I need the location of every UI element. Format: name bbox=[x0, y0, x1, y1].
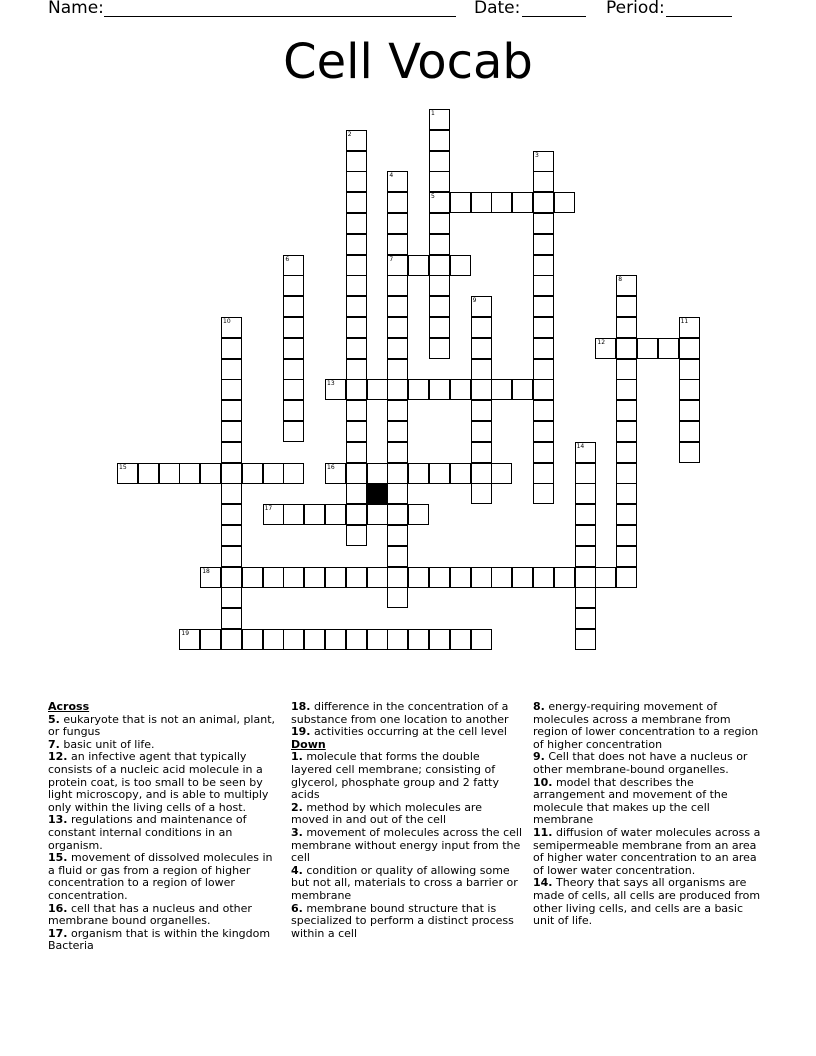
crossword-cell[interactable] bbox=[221, 400, 242, 421]
crossword-cell[interactable] bbox=[429, 109, 450, 130]
clue-across-7: 7. basic unit of life. bbox=[48, 737, 155, 751]
crossword-cell[interactable] bbox=[533, 567, 554, 588]
crossword-cell[interactable] bbox=[408, 504, 429, 525]
crossword-cell[interactable] bbox=[429, 192, 450, 213]
clue-across-18: 18. difference in the concentration of a substance from one location to another bbox=[291, 700, 509, 726]
crossword-cell[interactable] bbox=[471, 379, 492, 400]
clue-across-5: 5. eukaryote that is not an animal, plant, or fungus bbox=[48, 712, 276, 739]
crossword-cell[interactable] bbox=[263, 463, 284, 484]
crossword-cell[interactable] bbox=[491, 463, 512, 484]
crossword-cell[interactable] bbox=[450, 629, 471, 650]
crossword-cell[interactable] bbox=[387, 296, 408, 317]
crossword-cell[interactable] bbox=[533, 317, 554, 338]
period-label: Period: bbox=[606, 0, 665, 18]
crossword-cell[interactable] bbox=[283, 359, 304, 380]
crossword-cell[interactable] bbox=[325, 567, 346, 588]
crossword-cell[interactable] bbox=[346, 130, 367, 151]
cell-number: 11 bbox=[680, 318, 689, 325]
cell-number: 8 bbox=[618, 276, 623, 284]
crossword-cell[interactable] bbox=[242, 629, 263, 650]
crossword-cell[interactable] bbox=[575, 629, 596, 650]
crossword-cell[interactable] bbox=[221, 629, 242, 650]
crossword-cell[interactable] bbox=[575, 546, 596, 567]
crossword-cell[interactable] bbox=[346, 421, 367, 442]
crossword-cell[interactable] bbox=[429, 317, 450, 338]
crossword-block-cell bbox=[367, 483, 388, 504]
crossword-cell[interactable] bbox=[283, 296, 304, 317]
crossword-cell[interactable] bbox=[616, 525, 637, 546]
crossword-cell[interactable] bbox=[263, 504, 284, 525]
crossword-cell[interactable] bbox=[179, 629, 200, 650]
crossword-cell[interactable] bbox=[387, 400, 408, 421]
crossword-cell[interactable] bbox=[367, 567, 388, 588]
crossword-cell[interactable] bbox=[221, 379, 242, 400]
crossword-cell[interactable] bbox=[283, 379, 304, 400]
crossword-cell[interactable] bbox=[263, 567, 284, 588]
crossword-cell[interactable] bbox=[471, 567, 492, 588]
crossword-cell[interactable] bbox=[346, 629, 367, 650]
crossword-cell[interactable] bbox=[679, 338, 700, 359]
crossword-cell[interactable] bbox=[283, 400, 304, 421]
crossword-cell[interactable] bbox=[471, 629, 492, 650]
crossword-cell[interactable] bbox=[283, 255, 304, 276]
crossword-cell[interactable] bbox=[408, 255, 429, 276]
crossword-cell[interactable] bbox=[595, 338, 616, 359]
crossword-cell[interactable] bbox=[117, 463, 138, 484]
crossword-cell[interactable] bbox=[325, 629, 346, 650]
crossword-cell[interactable] bbox=[283, 338, 304, 359]
clue-column-2 bbox=[291, 701, 523, 940]
cell-number: 14 bbox=[576, 442, 585, 450]
crossword-cell[interactable] bbox=[679, 379, 700, 400]
crossword-cell[interactable] bbox=[679, 442, 700, 463]
crossword-cell[interactable] bbox=[471, 442, 492, 463]
crossword-cell[interactable] bbox=[533, 483, 554, 504]
crossword-cell[interactable] bbox=[325, 379, 346, 400]
crossword-cell[interactable] bbox=[387, 275, 408, 296]
down-heading: Down bbox=[291, 737, 326, 751]
crossword-cell[interactable] bbox=[429, 567, 450, 588]
crossword-cell[interactable] bbox=[471, 359, 492, 380]
cell-number: 3 bbox=[535, 151, 539, 159]
crossword-cell[interactable] bbox=[367, 629, 388, 650]
crossword-cell[interactable] bbox=[429, 171, 450, 192]
crossword-cell[interactable] bbox=[283, 275, 304, 296]
crossword-cell[interactable] bbox=[304, 504, 325, 525]
clue-down-4: 4. condition or quality of allowing some but not all, materials to cross a barrier or membrane bbox=[291, 863, 518, 902]
crossword-cell[interactable] bbox=[304, 629, 325, 650]
crossword-cell[interactable] bbox=[346, 567, 367, 588]
name-label: Name: bbox=[48, 0, 104, 18]
clue-down-10: 10. model that describes the arrangement and movement of the molecule that makes up the cell membrane bbox=[533, 775, 728, 827]
crossword-cell[interactable] bbox=[575, 567, 596, 588]
crossword-cell[interactable] bbox=[616, 567, 637, 588]
crossword-cell[interactable] bbox=[346, 338, 367, 359]
crossword-cell[interactable] bbox=[679, 400, 700, 421]
crossword-cell[interactable] bbox=[346, 213, 367, 234]
crossword-cell[interactable] bbox=[429, 629, 450, 650]
crossword-cell[interactable] bbox=[200, 463, 221, 484]
crossword-cell[interactable] bbox=[138, 463, 159, 484]
crossword-cell[interactable] bbox=[346, 504, 367, 525]
crossword-cell[interactable] bbox=[616, 483, 637, 504]
crossword-cell[interactable] bbox=[346, 275, 367, 296]
crossword-cell[interactable] bbox=[533, 421, 554, 442]
crossword-cell[interactable] bbox=[387, 379, 408, 400]
crossword-cell[interactable] bbox=[616, 504, 637, 525]
crossword-cell[interactable] bbox=[512, 379, 533, 400]
crossword-cell[interactable] bbox=[450, 379, 471, 400]
crossword-cell[interactable] bbox=[637, 338, 658, 359]
crossword-cell[interactable] bbox=[429, 463, 450, 484]
crossword-cell[interactable] bbox=[346, 525, 367, 546]
crossword-cell[interactable] bbox=[616, 275, 637, 296]
cell-number: 10 bbox=[223, 318, 231, 325]
crossword-cell[interactable] bbox=[429, 151, 450, 172]
crossword-cell[interactable] bbox=[429, 213, 450, 234]
crossword-cell[interactable] bbox=[616, 296, 637, 317]
crossword-cell[interactable] bbox=[221, 483, 242, 504]
crossword-cell[interactable] bbox=[346, 400, 367, 421]
clue-down-11: 11. diffusion of water molecules across a semipermeable membrane from an area of higher water concentration to an area of lower water concentration. bbox=[533, 825, 761, 877]
crossword-cell[interactable] bbox=[387, 587, 408, 608]
crossword-cell[interactable] bbox=[429, 296, 450, 317]
page-title: Cell Vocab bbox=[283, 34, 533, 90]
clue-across-16: 16. cell that has a nucleus and other membrane bound organelles. bbox=[48, 901, 252, 928]
crossword-cell[interactable] bbox=[200, 567, 221, 588]
crossword-cell[interactable] bbox=[429, 275, 450, 296]
crossword-cell[interactable] bbox=[283, 567, 304, 588]
crossword-cell[interactable] bbox=[408, 567, 429, 588]
crossword-cell[interactable] bbox=[283, 463, 304, 484]
crossword-cell[interactable] bbox=[575, 504, 596, 525]
clue-down-8: 8. energy-requiring movement of molecules across a membrane from region of lower concentration to a region of higher concentration bbox=[533, 700, 759, 751]
crossword-cell[interactable] bbox=[471, 338, 492, 359]
clue-across-17: 17. organism that is within the kingdom Bacteria bbox=[48, 926, 271, 953]
crossword-cell[interactable] bbox=[533, 400, 554, 421]
crossword-cell[interactable] bbox=[533, 442, 554, 463]
crossword-cell[interactable] bbox=[221, 504, 242, 525]
crossword-cell[interactable] bbox=[387, 213, 408, 234]
crossword-cell[interactable] bbox=[471, 463, 492, 484]
crossword-cell[interactable] bbox=[367, 504, 388, 525]
crossword-cell[interactable] bbox=[179, 463, 200, 484]
crossword-cell[interactable] bbox=[387, 317, 408, 338]
crossword-cell[interactable] bbox=[387, 567, 408, 588]
crossword-cell[interactable] bbox=[450, 255, 471, 276]
cell-number: 13 bbox=[327, 380, 335, 388]
crossword-cell[interactable] bbox=[491, 379, 512, 400]
crossword-cell[interactable] bbox=[679, 317, 700, 338]
cell-number: 4 bbox=[389, 172, 394, 180]
clue-across-13: 13. regulations and maintenance of constant internal conditions in an organism. bbox=[48, 813, 247, 852]
cell-number: 17 bbox=[264, 505, 273, 513]
crossword-cell[interactable] bbox=[471, 317, 492, 338]
crossword-cell[interactable] bbox=[221, 442, 242, 463]
crossword-cell[interactable] bbox=[408, 463, 429, 484]
crossword-cell[interactable] bbox=[387, 463, 408, 484]
crossword-cell[interactable] bbox=[533, 213, 554, 234]
cell-number: 15 bbox=[119, 463, 127, 471]
crossword-cell[interactable] bbox=[616, 338, 637, 359]
cell-number: 18 bbox=[202, 567, 210, 575]
cell-number: 12 bbox=[597, 338, 606, 346]
crossword-cell[interactable] bbox=[408, 629, 429, 650]
crossword-cell[interactable] bbox=[346, 255, 367, 276]
clue-column-3 bbox=[533, 701, 767, 928]
crossword-cell[interactable] bbox=[595, 567, 616, 588]
crossword-cell[interactable] bbox=[471, 400, 492, 421]
crossword-cell[interactable] bbox=[346, 234, 367, 255]
crossword-cell[interactable] bbox=[471, 483, 492, 504]
crossword-cell[interactable] bbox=[387, 359, 408, 380]
crossword-cell[interactable] bbox=[471, 192, 492, 213]
crossword-cell[interactable] bbox=[533, 255, 554, 276]
crossword-cell[interactable] bbox=[242, 463, 263, 484]
clue-across-19: 19. activities occurring at the cell level bbox=[291, 725, 507, 739]
crossword-cell[interactable] bbox=[221, 338, 242, 359]
crossword-cell[interactable] bbox=[221, 463, 242, 484]
crossword-cell[interactable] bbox=[346, 317, 367, 338]
crossword-cell[interactable] bbox=[346, 483, 367, 504]
crossword-cell[interactable] bbox=[429, 130, 450, 151]
crossword-cell[interactable] bbox=[450, 463, 471, 484]
cell-number: 1 bbox=[431, 110, 435, 117]
crossword-cell[interactable] bbox=[679, 359, 700, 380]
crossword-cell[interactable] bbox=[616, 442, 637, 463]
crossword-cell[interactable] bbox=[533, 171, 554, 192]
crossword-cell[interactable] bbox=[450, 567, 471, 588]
crossword-cell[interactable] bbox=[242, 567, 263, 588]
crossword-cell[interactable] bbox=[346, 379, 367, 400]
crossword-cell[interactable] bbox=[491, 567, 512, 588]
crossword-cell[interactable] bbox=[283, 504, 304, 525]
crossword-cell[interactable] bbox=[221, 317, 242, 338]
crossword-cell[interactable] bbox=[491, 192, 512, 213]
crossword-cell[interactable] bbox=[429, 379, 450, 400]
crossword-cell[interactable] bbox=[429, 255, 450, 276]
crossword-cell[interactable] bbox=[221, 421, 242, 442]
crossword-cell[interactable] bbox=[387, 504, 408, 525]
crossword-cell[interactable] bbox=[387, 338, 408, 359]
crossword-cell[interactable] bbox=[387, 192, 408, 213]
crossword-cell[interactable] bbox=[429, 234, 450, 255]
crossword-cell[interactable] bbox=[346, 296, 367, 317]
crossword-cell[interactable] bbox=[575, 587, 596, 608]
crossword-cell[interactable] bbox=[616, 546, 637, 567]
crossword-cell[interactable] bbox=[221, 587, 242, 608]
crossword-cell[interactable] bbox=[450, 192, 471, 213]
crossword-cell[interactable] bbox=[554, 567, 575, 588]
crossword-cell[interactable] bbox=[221, 608, 242, 629]
crossword-cell[interactable] bbox=[575, 463, 596, 484]
clue-down-1: 1. molecule that forms the double layered cell membrane; consisting of glycerol, phosphate group and 2 fatty acids bbox=[291, 750, 499, 802]
crossword-cell[interactable] bbox=[533, 359, 554, 380]
clue-down-6: 6. membrane bound structure that is specialized to perform a distinct process within a cell bbox=[291, 901, 514, 940]
crossword-cell[interactable] bbox=[221, 525, 242, 546]
crossword-cell[interactable] bbox=[367, 379, 388, 400]
crossword-cell[interactable] bbox=[387, 171, 408, 192]
crossword-cell[interactable] bbox=[387, 442, 408, 463]
crossword-cell[interactable] bbox=[263, 629, 284, 650]
crossword-cell[interactable] bbox=[221, 567, 242, 588]
crossword-cell[interactable] bbox=[512, 567, 533, 588]
crossword-cell[interactable] bbox=[429, 338, 450, 359]
crossword-cell[interactable] bbox=[283, 317, 304, 338]
clue-down-2: 2. method by which molecules are moved in and out of the cell bbox=[291, 800, 482, 827]
crossword-cell[interactable] bbox=[159, 463, 180, 484]
cell-number: 5 bbox=[431, 193, 435, 201]
crossword-cell[interactable] bbox=[283, 421, 304, 442]
crossword-cell[interactable] bbox=[679, 421, 700, 442]
crossword-cell[interactable] bbox=[471, 296, 492, 317]
crossword-cell[interactable] bbox=[221, 359, 242, 380]
crossword-cell[interactable] bbox=[575, 525, 596, 546]
crossword-cell[interactable] bbox=[387, 629, 408, 650]
crossword-cell[interactable] bbox=[283, 629, 304, 650]
crossword-cell[interactable] bbox=[616, 400, 637, 421]
date-label: Date: bbox=[474, 0, 521, 18]
crossword-cell[interactable] bbox=[616, 359, 637, 380]
clue-column-1 bbox=[48, 701, 280, 953]
crossword-cell[interactable] bbox=[575, 483, 596, 504]
crossword-cell[interactable] bbox=[658, 338, 679, 359]
crossword-cell[interactable] bbox=[471, 421, 492, 442]
crossword-cell[interactable] bbox=[533, 192, 554, 213]
crossword-cell[interactable] bbox=[387, 255, 408, 276]
crossword-cell[interactable] bbox=[533, 296, 554, 317]
crossword-cell[interactable] bbox=[533, 463, 554, 484]
crossword-cell[interactable] bbox=[346, 442, 367, 463]
crossword-cell[interactable] bbox=[387, 546, 408, 567]
cell-number: 19 bbox=[181, 630, 190, 637]
crossword-cell[interactable] bbox=[367, 463, 388, 484]
crossword-cell[interactable] bbox=[533, 151, 554, 172]
crossword-cell[interactable] bbox=[325, 504, 346, 525]
across-heading: Across bbox=[48, 700, 90, 713]
cell-number: 9 bbox=[472, 297, 477, 305]
crossword-cell[interactable] bbox=[575, 608, 596, 629]
crossword-cell[interactable] bbox=[346, 359, 367, 380]
crossword-cell[interactable] bbox=[221, 546, 242, 567]
crossword-cell[interactable] bbox=[346, 171, 367, 192]
crossword-cell[interactable] bbox=[616, 379, 637, 400]
crossword-cell[interactable] bbox=[512, 192, 533, 213]
crossword-cell[interactable] bbox=[346, 151, 367, 172]
crossword-cell[interactable] bbox=[575, 442, 596, 463]
crossword-cell[interactable] bbox=[387, 234, 408, 255]
crossword-cell[interactable] bbox=[533, 234, 554, 255]
crossword-cell[interactable] bbox=[554, 192, 575, 213]
clue-down-14: 14. Theory that says all organisms are made of cells, all cells are produced from other living cells, and cells are a basic unit of life. bbox=[533, 876, 761, 928]
crossword-cell[interactable] bbox=[387, 421, 408, 442]
clue-across-15: 15. movement of dissolved molecules in a fluid or gas from a region of higher concentration to a region of lower concentration. bbox=[48, 851, 273, 902]
crossword-cell[interactable] bbox=[325, 463, 346, 484]
crossword-cell[interactable] bbox=[533, 338, 554, 359]
crossword-cell[interactable] bbox=[387, 483, 408, 504]
crossword-cell[interactable] bbox=[616, 317, 637, 338]
crossword-cell[interactable] bbox=[533, 275, 554, 296]
cell-number: 6 bbox=[285, 255, 290, 263]
crossword-cell[interactable] bbox=[616, 463, 637, 484]
clue-down-3: 3. movement of molecules across the cell membrane without energy input from the cell bbox=[291, 825, 523, 865]
cell-number: 7 bbox=[389, 255, 394, 263]
crossword-cell[interactable] bbox=[616, 421, 637, 442]
crossword-cell[interactable] bbox=[304, 567, 325, 588]
cell-number: 2 bbox=[347, 130, 352, 138]
crossword-cell[interactable] bbox=[408, 379, 429, 400]
crossword-cell[interactable] bbox=[200, 629, 221, 650]
crossword-cell[interactable] bbox=[533, 379, 554, 400]
crossword-cell[interactable] bbox=[387, 525, 408, 546]
clue-across-12: 12. an infective agent that typically consists of a nucleic acid molecule in a protein coat, is too small to be seen by light microscopy, and is able to multiply only within the living cells of a host. bbox=[48, 750, 269, 814]
cell-number: 16 bbox=[327, 463, 335, 471]
crossword-cell[interactable] bbox=[346, 463, 367, 484]
clue-down-9: 9. Cell that does not have a nucleus or other membrane-bound organelles. bbox=[533, 750, 748, 776]
crossword-cell[interactable] bbox=[346, 192, 367, 213]
